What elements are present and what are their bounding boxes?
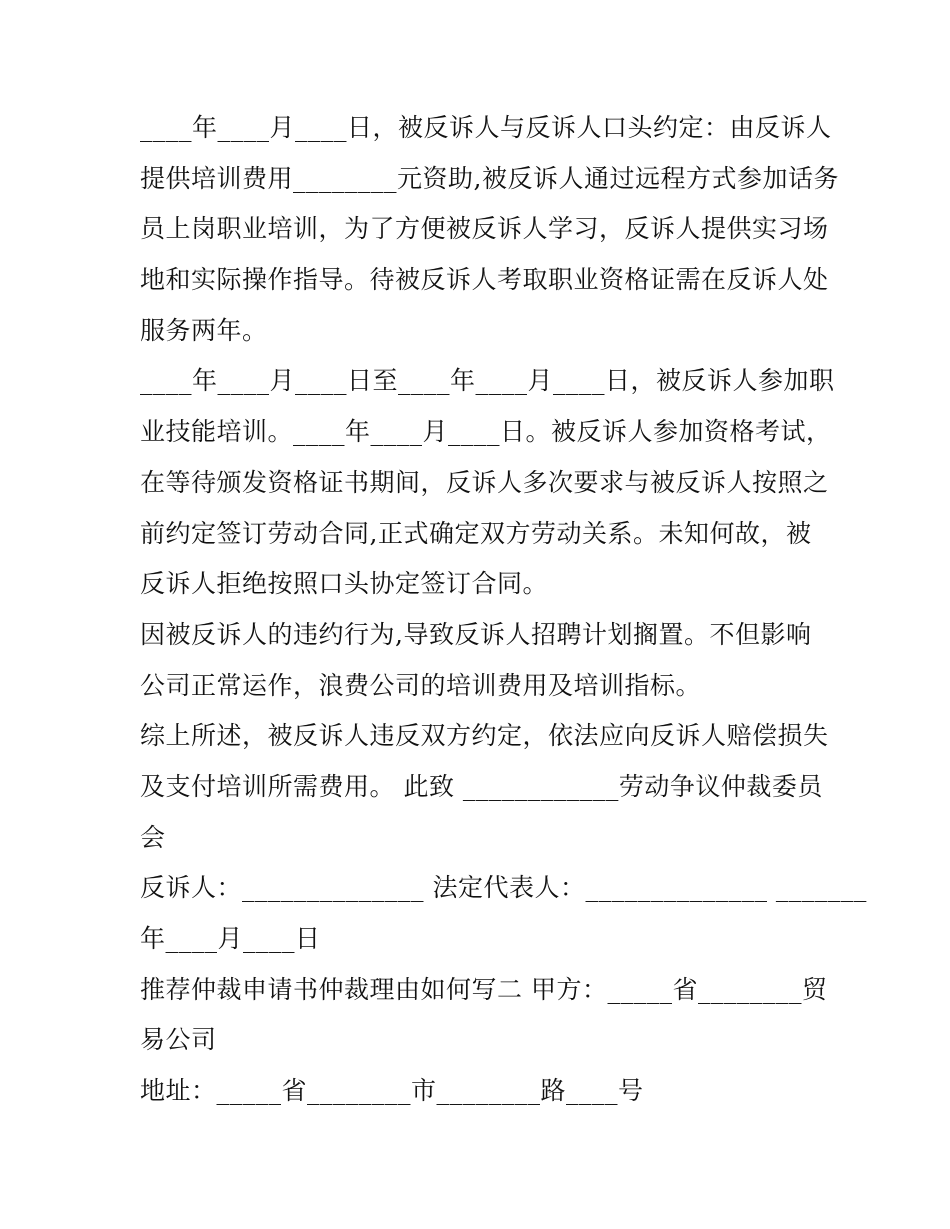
document-page — [140, 109, 867, 1123]
text-line: 员上岗职业培训，为了方便被反诉人学习，反诉人提供实习场 — [140, 214, 829, 244]
text-line: 会 — [140, 822, 166, 852]
text-line: ____年____月____日，被反诉人与反诉人口头约定：由反诉人 — [140, 113, 832, 142]
text-line: 业技能培训。____年____月____日。被反诉人参加资格考试， — [140, 417, 832, 447]
address-line: 地址：_____省________市________路____号 — [140, 1076, 644, 1106]
text-line: 及支付培训所需费用。 此致 ____________劳动争议仲裁委员 — [140, 771, 823, 801]
text-line: 在等待颁发资格证书期间，反诉人多次要求与被反诉人按照之 — [140, 467, 829, 497]
text-line: 因被反诉人的违约行为,导致反诉人招聘计划搁置。不但影响 — [140, 619, 812, 649]
text-line: ____年____月____日至____年____月____日，被反诉人参加职 — [140, 366, 835, 396]
text-line: 易公司 — [140, 1025, 217, 1055]
text-line: 反诉人拒绝按照口头协定签订合同。 — [140, 569, 549, 599]
text-line: 服务两年。 — [140, 315, 268, 345]
signature-line: 反诉人：______________ 法定代表人：______________ _______ — [140, 873, 867, 903]
text-line: 提供培训费用________元资助,被反诉人通过远程方式参加话务 — [140, 163, 839, 193]
text-line: 综上所述，被反诉人违反双方约定，依法应向反诉人赔偿损失 — [140, 721, 829, 751]
text-line: 公司正常运作，浪费公司的培训费用及培训指标。 — [140, 670, 702, 700]
date-line: 年____月____日 — [140, 924, 321, 953]
text-line: 推荐仲裁申请书仲裁理由如何写二 甲方：_____省________贸 — [140, 974, 828, 1004]
text-line: 前约定签订劳动合同,正式确定双方劳动关系。未知何故，被 — [140, 518, 812, 548]
text-line: 地和实际操作指导。待被反诉人考取职业资格证需在反诉人处 — [140, 265, 829, 295]
